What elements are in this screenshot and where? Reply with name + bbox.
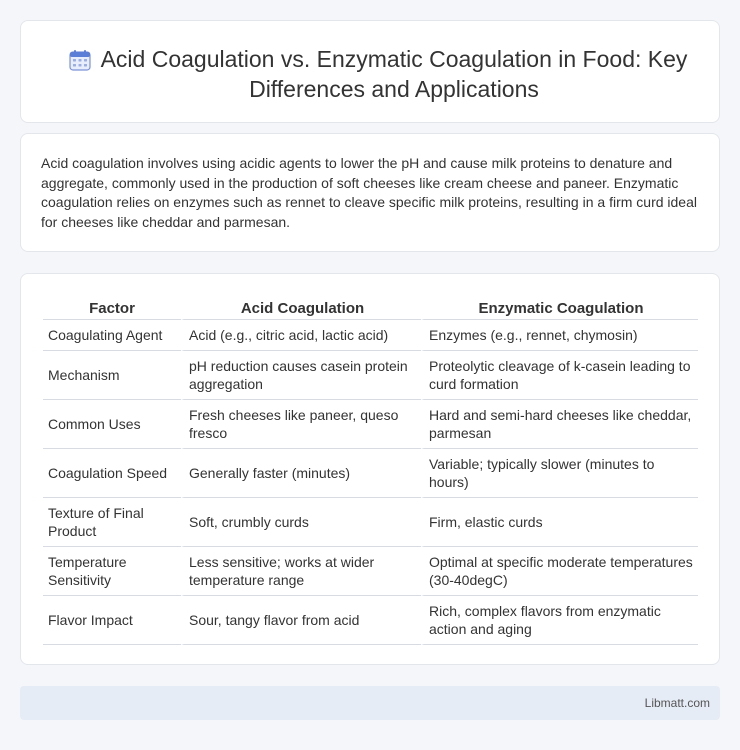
table-row [43, 320, 698, 351]
acid-cell: Fresh cheeses like paneer, queso fresco [181, 400, 421, 449]
factor-cell: Flavor Impact [43, 596, 181, 645]
enzymatic-cell: Hard and semi-hard cheeses like cheddar, parmesan [421, 400, 698, 449]
page-title: Acid Coagulation vs. Enzymatic Coagulation in Food: Key Differences and Applications [100, 46, 688, 102]
intro-paragraph: Acid coagulation involves using acidic agents to lower the pH and cause milk proteins to denature and aggregate, commonly used in the production of soft cheeses like cream cheese and paneer. Enzymatic coagulation relies on enzymes such as rennet to cleave specific milk proteins, resulting in a firm curd ideal for cheeses like cheddar and parmesan. [41, 155, 697, 230]
enzymatic-cell: Optimal at specific moderate temperatures (30-40degC) [421, 547, 698, 596]
table-row [43, 596, 698, 645]
table-row [43, 351, 698, 400]
footer-brand[interactable]: Libmatt.com [644, 696, 710, 710]
header-enzymatic-coagulation: Enzymatic Coagulation [421, 294, 698, 320]
title-card [20, 20, 720, 123]
comparison-table [43, 294, 698, 645]
footer-bar [20, 686, 720, 720]
acid-cell: pH reduction causes casein protein aggregation [181, 351, 421, 400]
table-row [43, 449, 698, 498]
comparison-table-card [20, 273, 720, 665]
factor-cell: Common Uses [43, 400, 181, 449]
factor-cell: Coagulation Speed [43, 449, 181, 498]
factor-cell: Mechanism [43, 351, 181, 400]
enzymatic-cell: Firm, elastic curds [421, 498, 698, 547]
enzymatic-cell: Rich, complex flavors from enzymatic action and aging [421, 596, 698, 645]
acid-cell: Sour, tangy flavor from acid [181, 596, 421, 645]
enzymatic-cell: Variable; typically slower (minutes to hours) [421, 449, 698, 498]
table-row [43, 498, 698, 547]
enzymatic-cell: Enzymes (e.g., rennet, chymosin) [421, 320, 698, 351]
table-row [43, 547, 698, 596]
factor-cell: Texture of Final Product [43, 498, 181, 547]
enzymatic-cell: Proteolytic cleavage of k-casein leading to curd formation [421, 351, 698, 400]
acid-cell: Generally faster (minutes) [181, 449, 421, 498]
table-header-row [43, 294, 698, 320]
header-factor: Factor [43, 294, 181, 320]
header-acid-coagulation: Acid Coagulation [181, 294, 421, 320]
acid-cell: Less sensitive; works at wider temperature range [181, 547, 421, 596]
factor-cell: Temperature Sensitivity [43, 547, 181, 596]
intro-card [20, 133, 720, 252]
acid-cell: Soft, crumbly curds [181, 498, 421, 547]
factor-cell: Coagulating Agent [43, 320, 181, 351]
acid-cell: Acid (e.g., citric acid, lactic acid) [181, 320, 421, 351]
table-row [43, 400, 698, 449]
